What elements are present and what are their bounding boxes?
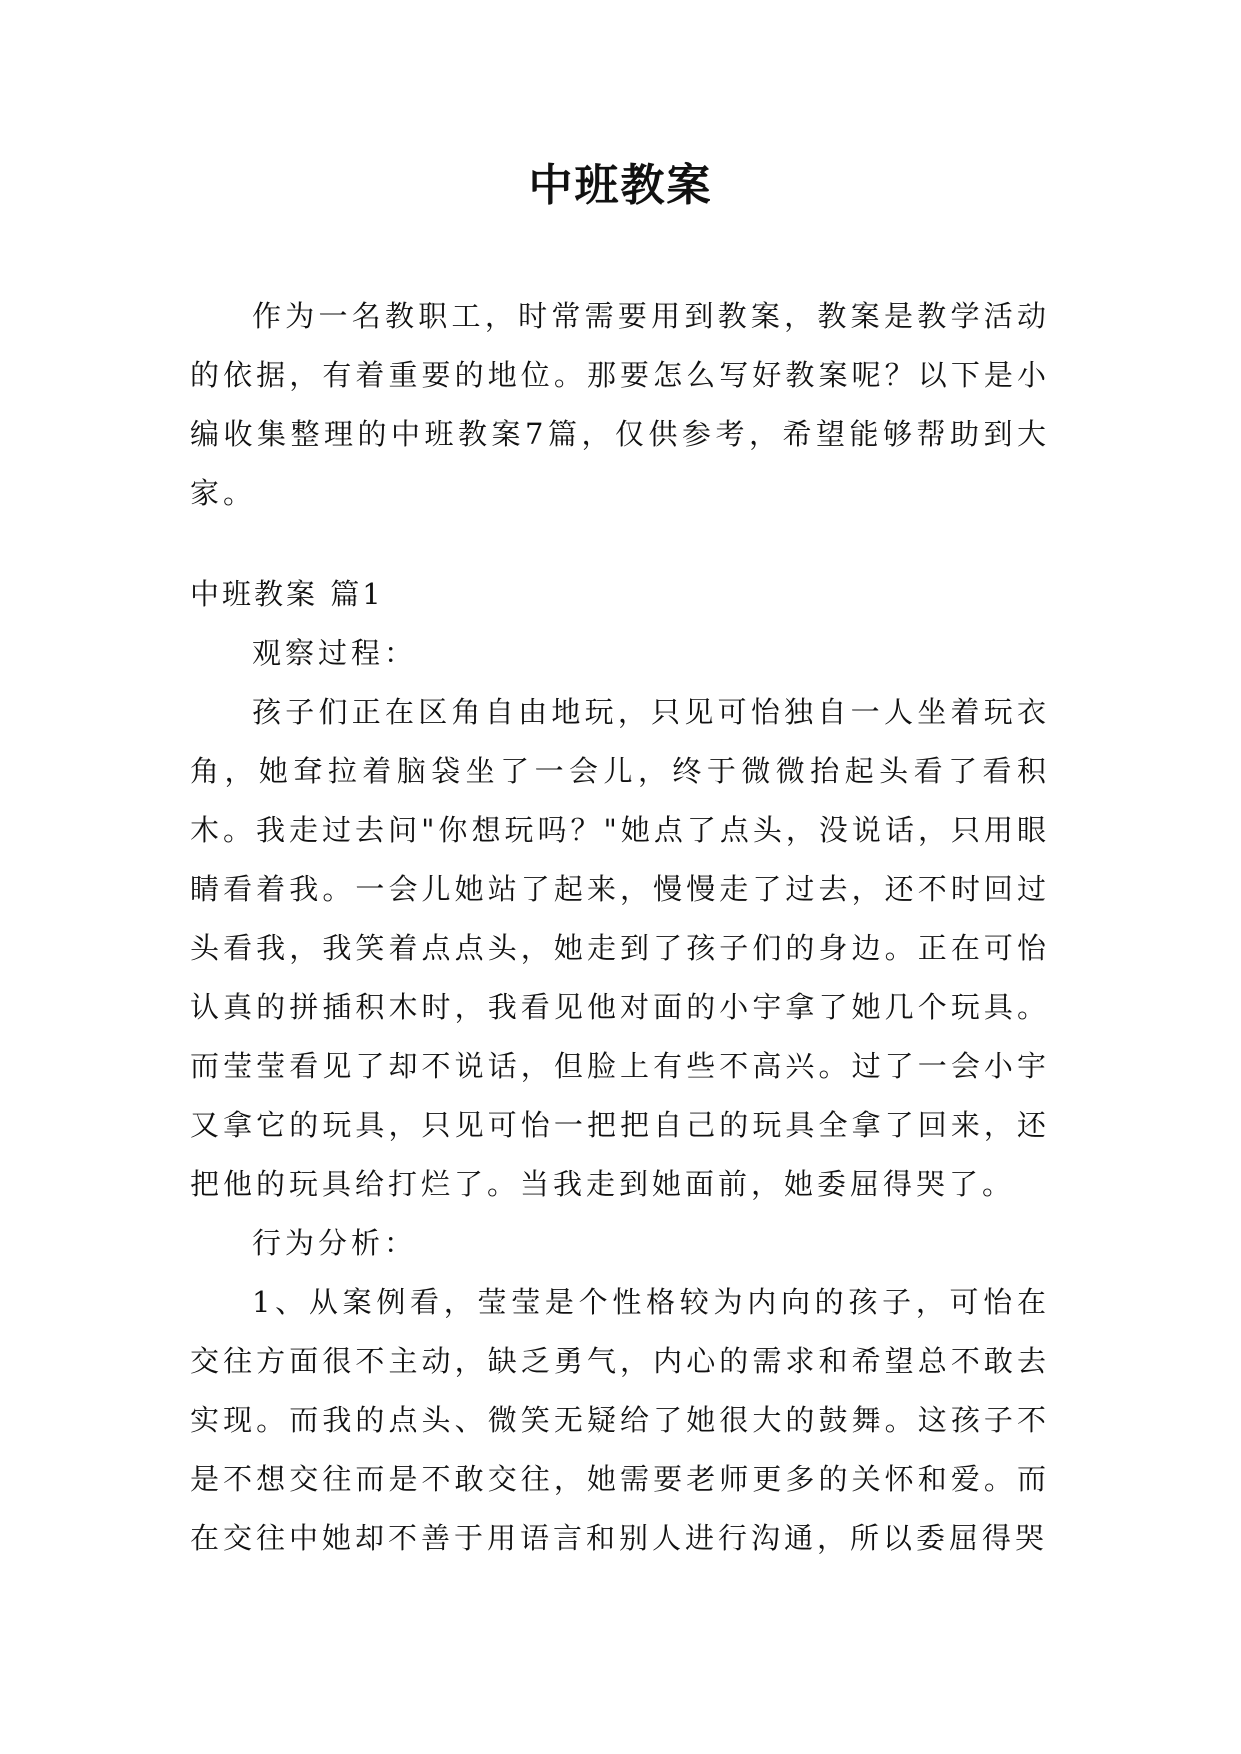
observation-paragraph: 孩子们正在区角自由地玩，只见可怡独自一人坐着玩衣角，她耷拉着脑袋坐了一会儿，终于微微抬起头看了看积木。我走过去问"你想玩吗？"她点了点头，没说话，只用眼睛看着我。一会儿她站了起来，慢慢走了过去，还不时回过头看我，我笑着点点头，她走到了孩子们的身边。正在可怡认真的拼插积木时，我看见他对面的小宇拿了她几个玩具。而莹莹看见了却不说话，但脸上有些不高兴。过了一会小宇又拿它的玩具，只见可怡一把把自己的玩具全拿了回来，还把他的玩具给打烂了。当我走到她面前，她委屈得哭了。: [190, 695, 1050, 1201]
observation-label: 观察过程：: [252, 636, 418, 670]
section-heading: 中班教案 篇1: [190, 577, 384, 611]
document-body: [190, 287, 1050, 1568]
document-title: 中班教案: [528, 160, 713, 211]
analysis-label: 行为分析：: [252, 1226, 418, 1260]
analysis-paragraph: 1、从案例看，莹莹是个性格较为内向的孩子，可怡在交往方面很不主动，缺乏勇气，内心的需求和希望总不敢去实现。而我的点头、微笑无疑给了她很大的鼓舞。这孩子不是不想交往而是不敢交往，她需要老师更多的关怀和爱。而在交往中她却不善于用语言和别人进行沟通，所以委屈得哭: [190, 1285, 1050, 1555]
intro-paragraph: 作为一名教职工，时常需要用到教案，教案是教学活动的依据，有着重要的地位。那要怎么写好教案呢？以下是小编收集整理的中班教案7篇，仅供参考，希望能够帮助到大家。: [190, 299, 1050, 510]
